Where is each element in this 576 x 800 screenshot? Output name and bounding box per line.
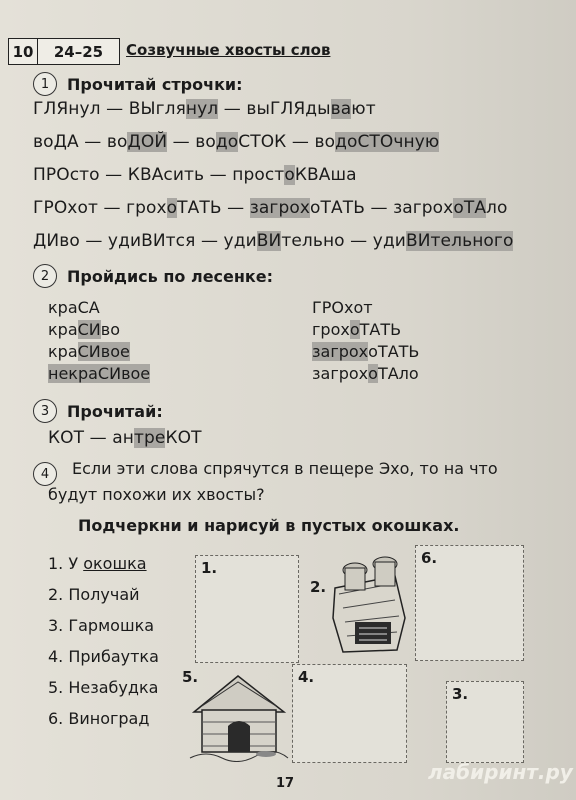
- list-item-prefix: У: [68, 554, 84, 573]
- list-item-word: Виноград: [68, 709, 150, 728]
- text-segment: оТАТЬ: [368, 342, 420, 361]
- ladder-word: [312, 363, 419, 385]
- watermark: лабиринт.ру: [428, 760, 573, 784]
- highlighted-syllable: о: [368, 364, 378, 383]
- word-chain-line: [33, 198, 508, 218]
- task-3-line: [48, 428, 202, 448]
- lesson-title: Созвучные хвосты слов: [126, 41, 331, 59]
- list-item-number: 3.: [48, 616, 69, 635]
- text-segment: ТАТЬ: [359, 320, 402, 339]
- text-segment: — ВЫгля: [100, 99, 186, 119]
- highlighted-syllable: до: [335, 132, 358, 152]
- box-label: 3.: [452, 685, 469, 703]
- ladder-word: [48, 297, 150, 319]
- list-item[interactable]: [48, 585, 159, 616]
- drawing-box-6[interactable]: [415, 545, 524, 661]
- word-chain-line: [33, 165, 357, 185]
- picture-label-5: 5.: [182, 668, 199, 686]
- text-segment: СТОК — во: [238, 132, 336, 152]
- ladder-word: [48, 341, 150, 363]
- highlighted-syllable: нул: [185, 99, 219, 119]
- highlighted-syllable: о: [284, 165, 295, 185]
- task-2-heading: [33, 264, 273, 288]
- lesson-header: [8, 38, 403, 65]
- drawing-box-1[interactable]: [195, 555, 299, 663]
- highlighted-syllable: СИ: [77, 342, 101, 361]
- highlighted-syllable: ва: [330, 99, 352, 119]
- list-item[interactable]: [48, 554, 159, 585]
- picture-label-2: 2.: [310, 578, 327, 596]
- highlighted-syllable: тре: [133, 428, 166, 448]
- task-number-circle: 3: [33, 399, 57, 423]
- list-item[interactable]: [48, 709, 159, 740]
- box-label: 1.: [201, 559, 218, 577]
- task-number-circle: 2: [33, 264, 57, 288]
- text-segment: — выГЛЯды: [218, 99, 331, 119]
- text-segment: кра: [48, 342, 78, 361]
- highlighted-syllable: загрох: [249, 198, 310, 218]
- list-item-number: 4.: [48, 647, 69, 666]
- highlighted-syllable: ВИ: [405, 231, 431, 251]
- ladder-word: [312, 341, 419, 363]
- text-segment: ТАТЬ — загрох: [320, 198, 454, 218]
- highlighted-syllable: до: [215, 132, 239, 152]
- task-2-title: Пройдись по лесенке:: [67, 266, 274, 286]
- text-segment: ПРОсто — КВАсить — прост: [33, 165, 285, 185]
- highlighted-syllable: вое: [100, 342, 130, 361]
- text-segment: КОТ: [165, 428, 202, 448]
- task-4-instruction: Подчеркни и нарисуй в пустых окошках.: [78, 516, 460, 535]
- text-segment: во: [100, 320, 120, 339]
- ladder-right: [312, 297, 419, 385]
- list-item-number: 6.: [48, 709, 69, 728]
- task-1-title: Прочитай строчки:: [67, 74, 243, 94]
- list-item[interactable]: [48, 647, 159, 678]
- task-3-heading: [33, 399, 163, 423]
- text-segment: кра: [48, 320, 78, 339]
- highlighted-syllable: оТА: [453, 198, 487, 218]
- lesson-number-box: [8, 38, 120, 65]
- task-number-circle: 1: [33, 72, 57, 96]
- highlighted-syllable: некраСИвое: [48, 364, 151, 383]
- harmonica-jug-illustration: [325, 548, 413, 658]
- highlighted-syllable: чную: [393, 132, 440, 152]
- drawing-box-3[interactable]: [446, 681, 524, 763]
- list-item-word: окошка: [83, 554, 147, 573]
- drawing-box-4[interactable]: [292, 664, 407, 763]
- text-segment: ДИво — удиВИтся — уди: [33, 231, 257, 251]
- list-item-number: 2.: [48, 585, 69, 604]
- task-number-circle: 4: [33, 462, 57, 486]
- highlighted-syllable: ДОЙ: [127, 132, 168, 152]
- list-item[interactable]: [48, 616, 159, 647]
- list-item-word: Получай: [68, 585, 140, 604]
- box-label: 4.: [298, 668, 315, 686]
- highlighted-syllable: СИ: [77, 320, 101, 339]
- task-1-heading: [33, 72, 243, 96]
- page-number: 17: [276, 776, 295, 791]
- dog-kennel-illustration: [186, 670, 291, 762]
- text-segment: ТАло: [377, 364, 419, 383]
- highlighted-syllable: ВИ: [256, 231, 282, 251]
- text-segment: ГРОхот — грох: [33, 198, 167, 218]
- text-segment: о: [310, 198, 321, 218]
- word-list: [48, 554, 159, 740]
- text-segment: — во: [167, 132, 216, 152]
- text-segment: тельно — уди: [281, 231, 406, 251]
- list-item-number: 5.: [48, 678, 69, 697]
- list-item[interactable]: [48, 678, 159, 709]
- highlighted-syllable: о: [349, 320, 360, 339]
- lesson-number: 10: [9, 39, 38, 64]
- text-segment: ГРОхот: [312, 298, 373, 317]
- ladder-word: [312, 297, 419, 319]
- list-item-word: Незабудка: [68, 678, 159, 697]
- text-segment: краСА: [48, 298, 100, 317]
- word-chain-line: [33, 99, 376, 119]
- task-4-question: Если эти слова спрячутся в пещере Эхо, то на что будут похожи их хвосты?: [48, 459, 498, 504]
- ladder-left: [48, 297, 150, 385]
- word-chain-line: [33, 132, 439, 152]
- text-segment: загрох: [312, 364, 369, 383]
- list-item-number: 1.: [48, 554, 69, 573]
- text-segment: воДА — во: [33, 132, 128, 152]
- highlighted-syllable: о: [166, 198, 178, 218]
- text-segment: ГЛЯнул: [33, 99, 101, 119]
- ladder-word: [312, 319, 419, 341]
- text-segment: КОТ — ан: [48, 428, 134, 448]
- highlighted-syllable: СТО: [357, 132, 394, 152]
- highlighted-syllable: загрох: [312, 342, 369, 361]
- word-chain-line: [33, 231, 513, 251]
- ladder-word: [48, 363, 150, 385]
- highlighted-syllable: тельного: [430, 231, 514, 251]
- text-segment: ют: [351, 99, 376, 119]
- text-segment: КВАша: [294, 165, 357, 185]
- text-segment: ТАТЬ —: [177, 198, 250, 218]
- task-3-title: Прочитай:: [67, 401, 163, 421]
- list-item-word: Гармошка: [68, 616, 155, 635]
- text-segment: ло: [486, 198, 508, 218]
- text-segment: грох: [312, 320, 350, 339]
- ladder-word: [48, 319, 150, 341]
- lesson-pages: 24–25: [53, 42, 104, 61]
- list-item-word: Прибаутка: [68, 647, 159, 666]
- box-label: 6.: [421, 549, 438, 567]
